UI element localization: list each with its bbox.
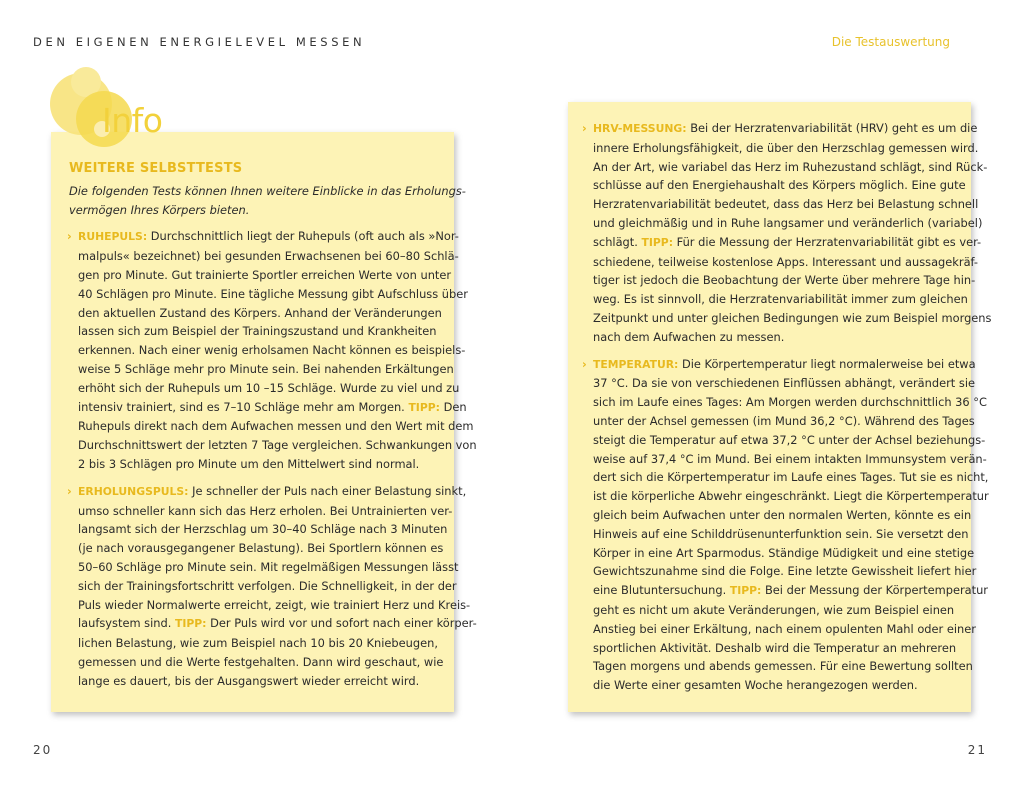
item-label: HRV-MESSUNG: — [593, 122, 687, 135]
item-ruhepuls: › RUHEPULS: Durchschnittlich liegt der Ruhepuls (oft auch als »Nor- malpuls« bezeichnet) bei gesunden Erwachsenen bei 60–80 Schlä- gen pro Minute. Gut trainierte Sportler erreichen Werte von unter 40 Schlägen pro Minute. Eine tägliche Messung gibt Aufschluss über den aktuellen Zustand des Körpers. Anhand der Veränderungen lassen sich zum Beispiel der Trainingszustand und Krankheiten erkennen. Nach einer wenig erholsamen Nacht können es beispiels- weise 5 Schläge mehr pro Minute sein. Bei nahenden Erkältungen erhöht sich der Ruhepuls um 10 –15 Schläge. Wurde zu viel und zu intensiv trainiert, sind es 7–10 Schläge mehr am Morgen. TIPP: Den Ruhepuls direkt nach dem Aufwachen messen und den Wert mit dem Durchschnittswert der letzten 7 Tage vergleichen. Schwankungen von 2 bis 3 Schlägen pro Minute um den Mittelwert sind normal. — [67, 229, 477, 471]
bullet-arrow-icon: › — [582, 356, 587, 371]
bullet-arrow-icon: › — [67, 483, 72, 498]
running-head-chapter: DEN EIGENEN ENERGIELEVEL MESSEN — [33, 35, 366, 49]
bullet-arrow-icon: › — [582, 121, 587, 135]
running-head-section: Die Testauswertung — [831, 35, 950, 49]
tip-label: TIPP: — [408, 400, 440, 414]
box-title: WEITERE SELBSTTESTS — [69, 161, 243, 176]
item-label: RUHEPULS: — [78, 230, 148, 244]
item-label: TEMPERATUR: — [593, 357, 679, 371]
item-hrv-messung: › HRV-MESSUNG: Bei der Herzratenvariabilität (HRV) geht es um die innere Erholungsfähigkeit, die über den Herzschlag gemessen wird. An der Art, wie variabel das Herz im Ruhezustand schlägt, sind Rück- schlüsse auf den Energiehaushalt des Körpers möglich. Eine gute Herzratenvariabilität bedeutet, dass das Herz bei Belastung schnell und gleichmäßig und in Ruhe langsamer und veränderlich (variabel) schlägt. TIPP: Für die Messung der Herzratenvariabilität gibt es ver- schiedene, teilweise kostenlose Apps. Interessant und aussagekräf- tiger ist jedoch die Beobachtung der Werte über mehrere Tage hin- weg. Es ist sinnvoll, die Herzratenvariabilität immer zum gleichen Zeitpunkt und unter gleichen Bedingungen wie zum Beispiel morgens nach dem Aufwachen zu messen. — [582, 121, 992, 344]
item-temperatur: › TEMPERATUR: Die Körpertemperatur liegt normalerweise bei etwa 37 °C. Da sie von verschiedenen Einflüssen abhängt, verändert sie sich im Laufe eines Tages: Am Morgen werden durchschnittlich 36 °C unter der Achsel gemessen (im Mund 36,2 °C). Während des Tages steigt die Temperatur auf etwa 37,2 °C unter der Achsel beziehungs- weise auf 37,4 °C im Mund. Bei einem intakten Immunsystem verän- dert sich die Körpertemperatur im Laufe eines Tages. Tut sie es nicht, ist die körperliche Abwehr eingeschränkt. Liegt die Körpertemperatur gleich beim Aufwachen unter den normalen Werten, könnte es ein Hinweis auf eine Schilddrüsenunterfunktion sein. Sie versetzt den Körper in eine Art Sparmodus. Ständige Müdigkeit und eine stetige Gewichtszunahme sind die Folge. Eine letzte Gewissheit liefert hier eine Blutuntersuchung. TIPP: Bei der Messung der Körpertemperatur geht es nicht um akute Veränderungen, wie zum Beispiel einen Anstieg bei einer Erkältung, nach einem opulenten Mahl oder einer sportlichen Aktivität. Deshalb wird die Temperatur an mehreren Tagen morgens und abends gemessen. Für eine Bewertung sollten die Werte einer gesamten Woche herangezogen werden. — [582, 356, 989, 693]
tip-label: TIPP: — [729, 584, 762, 598]
item-label: ERHOLUNGSPULS: — [78, 484, 189, 498]
box-intro: Die folgenden Tests können Ihnen weitere Einblicke in das Erholungs- vermögen Ihres Körpers bieten. — [69, 183, 466, 217]
right-box-content — [582, 119, 992, 703]
item-erholungspuls: › ERHOLUNGSPULS: Je schneller der Puls nach einer Belastung sinkt, umso schneller kann sich das Herz erholen. Bei Untrainierten ver- langsamt sich der Herzschlag um 30–40 Schläge nach 3 Minuten (je nach vorausgegangener Belastung). Bei Sportlern können es 50–60 Schläge pro Minute sein. Mit regelmäßigen Messungen lässt sich der Trainingsfortschritt verfolgen. Die Schnelligkeit, in der der Puls wieder Normalwerte erreicht, zeigt, wie trainiert Herz und Kreis- laufsystem sind. TIPP: Der Puls wird vor und sofort nach einer körper- lichen Belastung, wie zum Beispiel nach 10 bis 20 Kniebeugen, gemessen und die Werte festgehalten. Dann wird geschaut, wie lange es dauert, bis der Ausgangswert wieder erreicht wird. — [67, 483, 477, 688]
bullet-arrow-icon: › — [67, 229, 72, 244]
left-box-content — [67, 160, 477, 699]
info-label: Info — [102, 101, 163, 140]
page-number-right: 21 — [967, 743, 987, 757]
tip-label: TIPP: — [174, 617, 207, 631]
page-number-left: 20 — [33, 743, 53, 757]
tip-label: TIPP: — [641, 235, 674, 249]
